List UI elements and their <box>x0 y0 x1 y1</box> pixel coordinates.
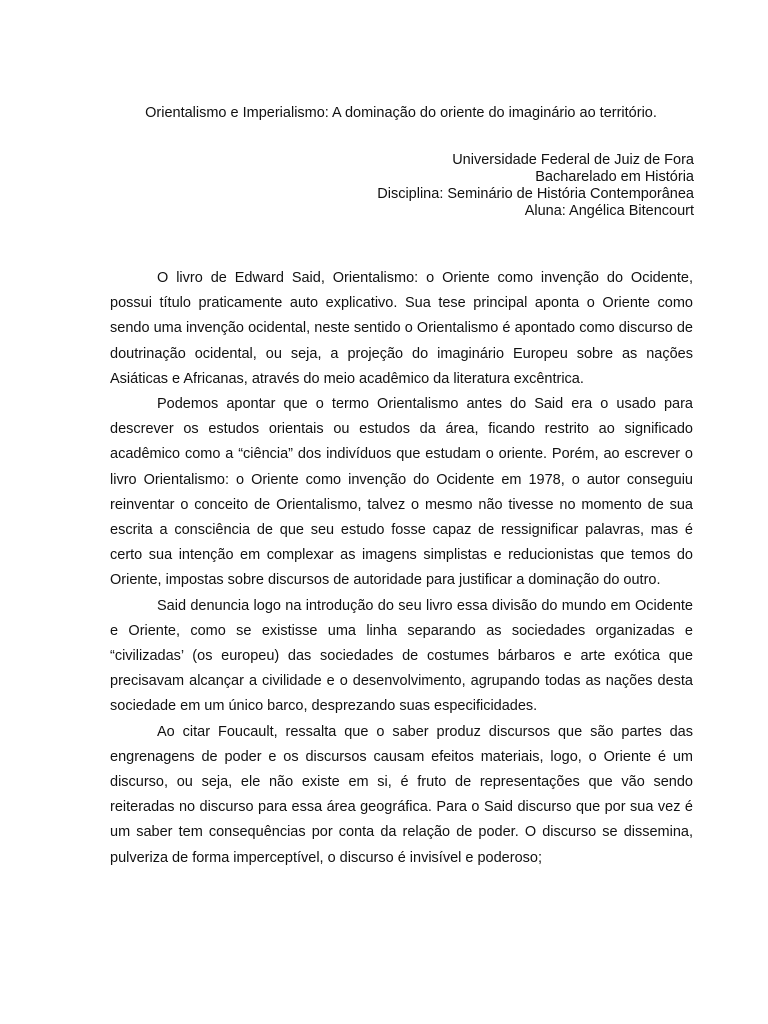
document-title: Orientalismo e Imperialismo: A dominação do oriente do imaginário ao território. <box>145 105 657 121</box>
course-line: Bacharelado em História <box>535 169 694 185</box>
document-body <box>110 266 693 871</box>
paragraph-3: Said denuncia logo na introdução do seu livro essa divisão do mundo em Ocidente e Oriente, como se existisse uma linha separando as sociedades organizadas e “civilizadas’ (os europeu) das sociedades de costumes bárbaros e arte exótica que precisavam alcançar a civilidade e o desenvolvimento, agrupando todas as nações desta sociedade em um único barco, desprezando suas especificidades. <box>110 597 693 715</box>
student-line: Aluna: Angélica Bitencourt <box>524 203 694 219</box>
paragraph-2: Podemos apontar que o termo Orientalismo antes do Said era o usado para descrever os estudos orientais ou estudos da área, ficando restrito ao significado acadêmico como a “ciência” dos indivíduos que estudam o oriente. Porém, ao escrever o livro Orientalismo: o Oriente como invenção do Ocidente em 1978, o autor conseguiu reinventar o conceito de Orientalismo, talvez o mesmo não tivesse no momento de sua escrita a consciência de que seu estudo fosse capaz de ressignificar palavras, mas é certo sua intenção em complexar as imagens simplistas e reducionistas que temos do Oriente, impostas sobre discursos de autoridade para justificar a dominação do outro. <box>110 396 693 589</box>
discipline-line: Disciplina: Seminário de História Contemporânea <box>377 186 694 202</box>
university-line: Universidade Federal de Juiz de Fora <box>452 152 694 168</box>
paragraph-4: Ao citar Foucault, ressalta que o saber produz discursos que são partes das engrenagens de poder e os discursos causam efeitos materiais, logo, o Oriente é um discurso, ou seja, ele não existe em si, é fruto de representações que vão sendo reiteradas no discurso para essa área geográfica. Para o Said discurso que por sua vez é um saber tem consequências por conta da relação de poder. O discurso se dissemina, pulveriza de forma imperceptível, o discurso é invisível e poderoso; <box>110 723 693 866</box>
author-header <box>377 152 694 220</box>
paragraph-1: O livro de Edward Said, Orientalismo: o Oriente como invenção do Ocidente, possui título praticamente auto explicativo. Sua tese principal aponta o Oriente como sendo uma invenção ocidental, neste sentido o Orientalismo é apontado como discurso de doutrinação ocidental, ou seja, a projeção do imaginário Europeu sobre as nações Asiáticas e Africanas, através do meio acadêmico da literatura excêntrica. <box>110 270 693 387</box>
